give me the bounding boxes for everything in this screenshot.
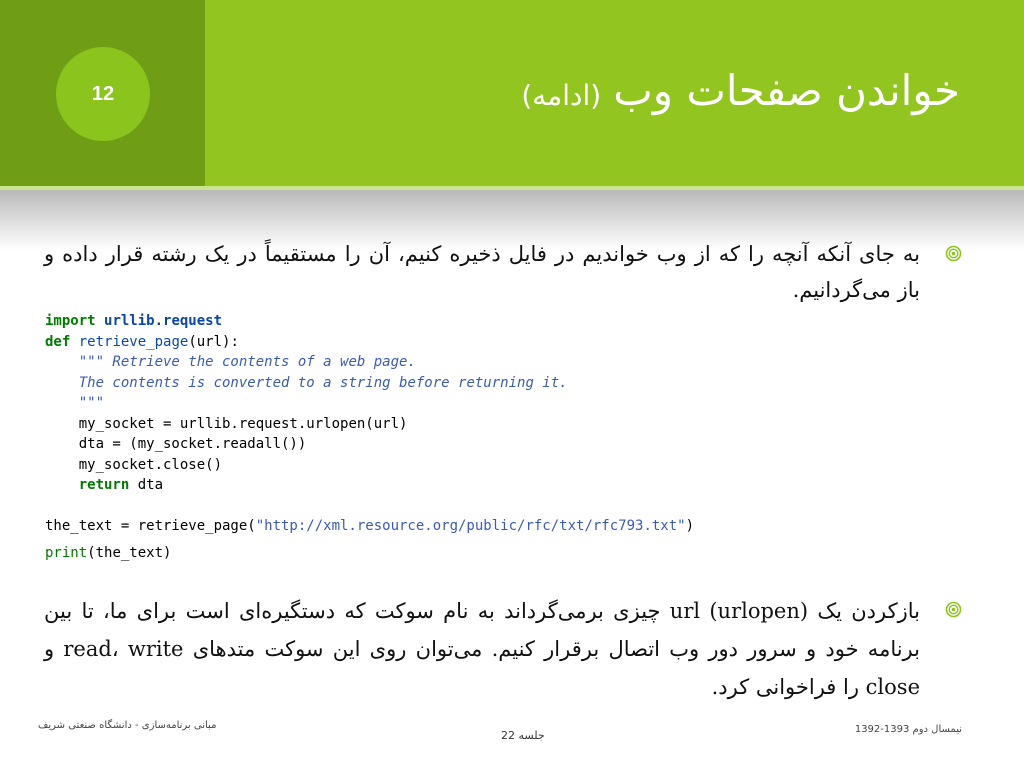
code-text: dta: [129, 477, 164, 493]
code-string: "http://xml.resource.org/public/rfc/txt/rfc793.txt": [255, 518, 686, 534]
code-line-6: my_socket = urllib.request.urlopen(url): [78, 415, 408, 432]
code-text: (the_text): [87, 544, 172, 561]
code-line-7: dta = (my_socket.readall()): [78, 436, 307, 452]
code-line-11: [45, 518, 694, 534]
slide-title-suffix: (ادامه): [521, 79, 602, 112]
code-module: urllib.request: [104, 313, 223, 329]
code-keyword: return: [78, 477, 130, 493]
code-line-12: [45, 545, 171, 561]
code-line-5: """: [78, 395, 105, 411]
code-line-3: """ Retrieve the contents of a web page.: [78, 354, 416, 370]
slide-number: 12: [91, 82, 115, 105]
bullet-item-2: [44, 592, 920, 706]
bullet-text: به جای آنکه آنچه را که از وب خواندیم در فایل ذخیره کنیم، آن را مستقیماً در یک رشته قرار داده و باز می‌گردانیم.: [44, 242, 920, 302]
slide-title-main: خواندن صفحات وب: [613, 66, 960, 115]
footer-semester: نیمسال دوم 1393-1392: [854, 724, 962, 735]
code-text: the_text = retrieve_page(: [45, 518, 256, 534]
circle-bullet-icon: [945, 601, 962, 618]
code-line-8: my_socket.close(): [78, 456, 223, 473]
bullet-text: بازکردن یک url (urlopen) چیزی برمی‌گرداند به نام سوکت که دستگیره‌ای است برای ما، تا بین برنامه خود و سرور دور وب اتصال برقرار کنیم. می‌توان روی این سوکت متدهای read، write و close را فراخوانی کرد.: [44, 599, 920, 699]
code-line-2: [45, 334, 239, 350]
code-line-4: The contents is converted to a string before returning it.: [78, 374, 568, 391]
footer-course: مبانی برنامه‌سازی - دانشگاه صنعتی شریف: [38, 720, 217, 731]
circle-bullet-icon: [945, 245, 962, 262]
slide-number-badge: [56, 47, 150, 141]
code-line-9: [79, 477, 163, 493]
code-builtin: print: [45, 544, 88, 561]
code-line-1: [45, 313, 222, 329]
code-text: ): [685, 518, 695, 534]
code-keyword: def: [45, 333, 71, 350]
code-block: [45, 311, 694, 563]
code-text: (url):: [188, 333, 239, 350]
code-keyword: import: [45, 313, 96, 329]
slide-title: [521, 66, 960, 115]
code-function-name: retrieve_page: [78, 333, 189, 350]
footer-session: جلسه 22: [501, 729, 545, 742]
bullet-item-1: [44, 236, 920, 308]
